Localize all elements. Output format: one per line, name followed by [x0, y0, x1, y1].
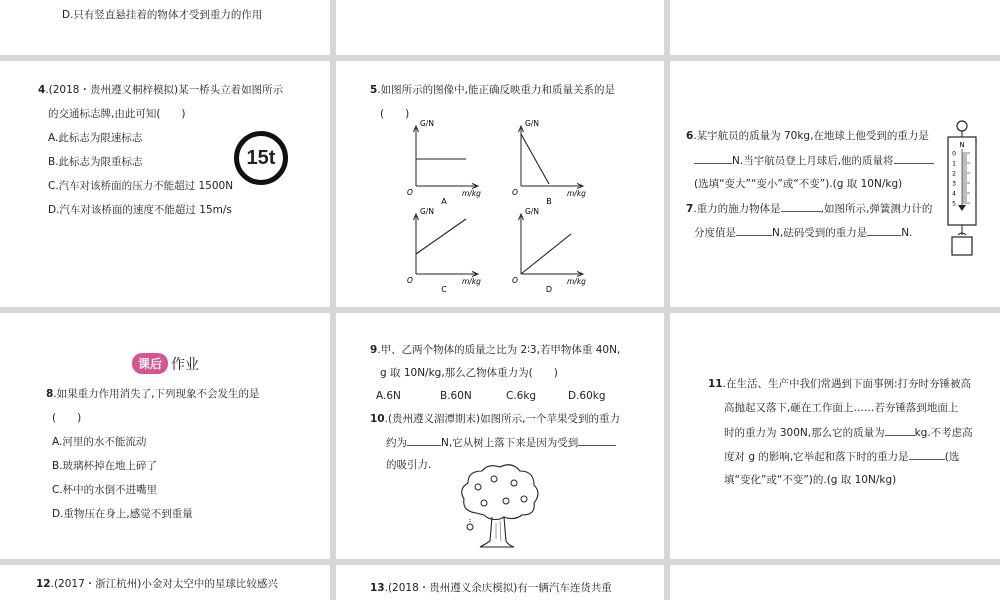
q9-line1 — [370, 343, 620, 357]
q7-line2-text: 分度值是 — [694, 227, 736, 239]
q10-number: 10 — [370, 413, 385, 425]
graph-A-origin: O — [407, 188, 413, 197]
q8-option-c: C.杯中的水倒不进嘴里 — [52, 484, 158, 496]
q9-option-b: B.60N — [440, 390, 472, 402]
q11-number: 11 — [708, 378, 723, 390]
q8-answer-paren: ( ) — [52, 412, 82, 424]
panel-question-5 — [336, 61, 664, 307]
q7-line2-text-b: N,砝码受到的重力是 — [772, 227, 868, 239]
spring-scale-tick-label: 1 — [952, 160, 956, 168]
spring-scale-tick-label: 2 — [952, 170, 956, 178]
spring-scale-figure — [942, 119, 982, 259]
panel-question-12 — [0, 565, 330, 600]
spring-scale-tick-label: 4 — [952, 190, 956, 198]
spring-scale-tick-label: 5 — [952, 200, 956, 208]
q6-line1-text: .某宇航员的质量为 70kg,在地球上他受到的重力是 — [693, 130, 929, 142]
q11-line3 — [724, 425, 973, 440]
q9-option-d: D.60kg — [568, 390, 606, 402]
graph-D-letter: D — [545, 285, 553, 294]
graph-B-line — [521, 134, 549, 184]
graph-B-origin: O — [512, 188, 518, 197]
q8-option-b: B.玻璃杯掉在地上碎了 — [52, 460, 158, 472]
q13-stem — [370, 581, 612, 595]
q12-stem-text: .(2017・浙江杭州)小金对太空中的星球比较感兴 — [50, 578, 278, 590]
q4-stem-line1 — [38, 83, 283, 97]
q7-blank-source[interactable] — [781, 201, 821, 212]
q6-blank-mass[interactable] — [894, 153, 934, 164]
q4-stem-line2: 的交通标志牌,由此可知( ) — [48, 108, 186, 120]
spring-scale-tick-label: 3 — [952, 180, 956, 188]
weight-limit-sign — [234, 131, 288, 185]
panel-questions-6-7 — [670, 61, 1000, 307]
q10-line3: 的吸引力. — [386, 459, 432, 471]
graph-B-letter: B — [546, 197, 552, 206]
q9-option-a: A.6N — [376, 390, 401, 402]
graph-B-x-label: m/kg — [567, 189, 586, 198]
q5-stem-text: .如图所示的图像中,能正确反映重力和质量关系的是 — [377, 84, 615, 96]
q7-number: 7 — [686, 203, 694, 215]
q4-option-b: B.此标志为限重标志 — [48, 156, 143, 168]
q7-line2 — [694, 225, 912, 240]
q7-line1-text: .重力的施力物体是 — [693, 203, 781, 215]
graph-D-origin: O — [512, 276, 518, 285]
weight-limit-sign-text: 15t — [246, 146, 276, 169]
q10-blank-weight[interactable] — [407, 435, 441, 446]
q8-option-d: D.重物压在身上,感觉不到重量 — [52, 508, 193, 520]
q11-line3-text: 时的重力为 300N,那么它的质量为 — [724, 427, 885, 439]
q5-graphs — [336, 61, 664, 307]
graph-C-letter: C — [441, 285, 447, 294]
q13-stem-text: .(2018・贵州遵义余庆模拟)有一辆汽车连货共重 — [384, 582, 612, 594]
q7-blank-weight[interactable] — [867, 225, 901, 236]
q8-stem — [46, 387, 260, 401]
panel-top-middle — [336, 0, 664, 55]
graph-A-x-label: m/kg — [462, 189, 481, 198]
graph-B-y-label: G/N — [525, 119, 539, 128]
q10-line1-text: .(贵州遵义湄潭期末)如图所示,一个苹果受到的重力 — [384, 413, 620, 425]
homework-badge: 课后 — [132, 353, 168, 374]
q9-option-c: C.6kg — [506, 390, 537, 402]
q4-stem-text: .(2018・贵州遵义桐梓模拟)某一桥头立着如图所示 — [45, 84, 284, 96]
panel-question-8 — [0, 313, 330, 559]
graph-C-origin: O — [407, 276, 413, 285]
panel-question-11 — [670, 313, 1000, 559]
q10-blank-force[interactable] — [578, 435, 616, 446]
q6-number: 6 — [686, 130, 694, 142]
q7-blank-division[interactable] — [736, 225, 772, 236]
q11-blank-mass[interactable] — [885, 425, 915, 436]
q4-option-c: C.汽车对该桥面的压力不能超过 1500N — [48, 180, 234, 192]
q4-number: 4 — [38, 84, 46, 96]
q11-line1 — [708, 377, 971, 391]
panel-top-left — [0, 0, 330, 55]
q10-line2-text-b: N,它从树上落下来是因为受到 — [441, 437, 579, 449]
q10-line2-text: 约为 — [386, 437, 407, 449]
graph-D-x-label: m/kg — [567, 277, 586, 286]
panel-question-4 — [0, 61, 330, 307]
q3-option-d: D.只有竖直悬挂着的物体才受到重力的作用 — [62, 9, 263, 21]
q12-number: 12 — [36, 578, 51, 590]
panel-bottom-right — [670, 565, 1000, 600]
q5-number: 5 — [370, 84, 378, 96]
q11-line4-text-b: (选 — [944, 451, 960, 463]
q8-number: 8 — [46, 388, 54, 400]
q5-answer-paren: ( ) — [380, 108, 410, 120]
graph-D-line — [521, 234, 571, 274]
homework-title: 作业 — [171, 356, 200, 373]
q10-line1 — [370, 412, 620, 426]
q12-stem — [36, 577, 278, 591]
apple-tree-figure — [454, 461, 544, 551]
graph-C-y-label: G/N — [420, 207, 434, 216]
q6-line1 — [686, 129, 929, 143]
q11-line4-text: 度对 g 的影响,它举起和落下时的重力是 — [724, 451, 909, 463]
q11-line2: 高抛起又落下,砸在工作面上……若夯锤落到地面上 — [724, 402, 959, 414]
graph-A-letter: A — [441, 197, 447, 206]
spring-scale-tick-label: 0 — [952, 150, 956, 158]
q4-option-a: A.此标志为限速标志 — [48, 132, 143, 144]
graph-C-line — [416, 219, 466, 254]
q11-blank-change[interactable] — [909, 449, 945, 460]
q10-line2 — [386, 435, 616, 450]
q9-line2: g 取 10N/kg,那么乙物体重力为( ) — [380, 367, 558, 379]
q9-line1-text: .甲、乙两个物体的质量之比为 2∶3,若甲物体重 40N, — [377, 344, 621, 356]
q13-number: 13 — [370, 582, 385, 594]
q6-line3: (选填“变大”“变小”或“不变”).(g 取 10N/kg) — [694, 178, 903, 190]
graph-C-x-label: m/kg — [462, 277, 481, 286]
q11-line5: 填“变化”或“不变”)的.(g 取 10N/kg) — [724, 474, 897, 486]
q6-blank-gravity[interactable] — [694, 153, 732, 164]
panel-top-right — [670, 0, 1000, 55]
panel-questions-9-10 — [336, 313, 664, 559]
q11-line1-text: .在生活、生产中我们常遇到下面事例:打夯时夯锤被高 — [722, 378, 971, 390]
q4-option-d: D.汽车对该桥面的速度不能超过 15m/s — [48, 204, 232, 216]
q7-line1 — [686, 201, 932, 216]
q9-number: 9 — [370, 344, 378, 356]
panel-question-13 — [336, 565, 664, 600]
q6-line2 — [694, 153, 934, 168]
q11-line3-text-b: kg.不考虑高 — [914, 427, 973, 439]
graph-D-y-label: G/N — [525, 207, 539, 216]
q7-line1-text-b: ,如图所示,弹簧测力计的 — [820, 203, 933, 215]
q8-option-a: A.河里的水不能流动 — [52, 436, 147, 448]
q11-line4 — [724, 449, 959, 464]
spring-scale-unit: N — [959, 141, 965, 149]
q8-stem-text: .如果重力作用消失了,下列现象不会发生的是 — [53, 388, 260, 400]
graph-A-y-label: G/N — [420, 119, 434, 128]
q7-line2-text-c: N. — [901, 227, 913, 239]
homework-header — [132, 353, 199, 374]
q6-line2-text: N.当宇航员登上月球后,他的质量将 — [732, 155, 894, 167]
